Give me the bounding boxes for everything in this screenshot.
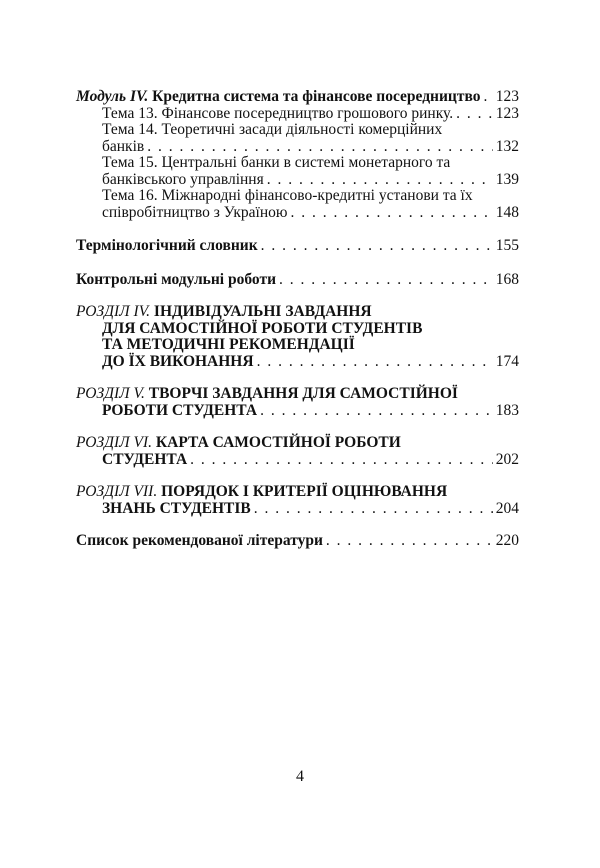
toc-entry-glossary[interactable] [76, 238, 519, 255]
toc-entry-modul-4[interactable] [76, 89, 519, 106]
section-5-title-line-2: РОБОТИ СТУДЕНТА [102, 401, 258, 419]
section-6-page: 202 [495, 450, 519, 468]
toc-entry-tema-13[interactable] [76, 106, 519, 123]
modul-prefix: Модуль IV. [76, 88, 149, 105]
tema-16-title-cont: співробітництво з Україною [102, 203, 288, 221]
leader-dots [257, 354, 493, 371]
toc-entry-tema-14[interactable] [76, 122, 519, 155]
tema-14-page: 132 [495, 137, 519, 155]
section-7-page: 204 [495, 499, 519, 517]
table-of-contents [76, 89, 519, 550]
section-4-title: ІНДИВІДУАЛЬНІ ЗАВДАННЯ [153, 303, 372, 320]
page-number: 4 [296, 768, 304, 785]
toc-entry-section-7[interactable] [76, 484, 519, 517]
leader-dots [261, 238, 493, 255]
leader-dots [456, 106, 493, 123]
toc-entry-control-works[interactable] [76, 272, 519, 289]
section-6-title: КАРТА САМОСТІЙНОЇ РОБОТИ [155, 434, 401, 451]
leader-dots [267, 172, 493, 189]
leader-dots [260, 403, 493, 420]
tema-15-title-cont: банківського управління [102, 170, 264, 188]
section-5-title: ТВОРЧІ ЗАВДАННЯ ДЛЯ САМОСТІЙНОЇ [148, 385, 458, 402]
toc-entry-tema-16[interactable] [76, 188, 519, 221]
section-5-page: 183 [495, 401, 519, 419]
leader-dots [147, 139, 493, 156]
toc-entry-literature[interactable] [76, 533, 519, 550]
section-5-prefix: РОЗДІЛ V. [76, 385, 145, 402]
section-4-title-line-4: ДО ЇХ ВИКОНАННЯ [102, 352, 254, 370]
section-4-prefix: РОЗДІЛ IV. [76, 303, 151, 320]
literature-title: Список рекомендованої літератури [76, 532, 323, 549]
section-6-title-line-2: СТУДЕНТА [102, 450, 188, 468]
tema-14-title-cont: банків [102, 137, 145, 155]
glossary-title: Термінологічний словник [76, 237, 258, 254]
tema-13-page: 123 [495, 104, 519, 122]
leader-dots [483, 89, 492, 106]
section-4-title-line-3: ТА МЕТОДИЧНІ РЕКОМЕНДАЦІЇ [102, 336, 355, 353]
tema-13-title: Тема 13. Фінансове посередництво грошового ринку. [102, 104, 454, 122]
glossary-page: 155 [495, 237, 519, 254]
section-7-title: ПОРЯДОК І КРИТЕРІЇ ОЦІНЮВАННЯ [161, 483, 448, 500]
section-6-prefix: РОЗДІЛ VI. [76, 434, 153, 451]
section-7-title-line-2: ЗНАНЬ СТУДЕНТІВ [102, 499, 251, 517]
tema-16-title: Тема 16. Міжнародні фінансово-кредитні установи та їх [102, 187, 473, 204]
section-7-prefix: РОЗДІЛ VII. [76, 483, 158, 500]
toc-entry-section-6[interactable] [76, 435, 519, 468]
section-4-title-line-2: ДЛЯ САМОСТІЙНОЇ РОБОТИ СТУДЕНТІВ [102, 319, 423, 337]
modul-title: Кредитна система та фінансове посередництво [148, 88, 481, 105]
section-4-page: 174 [495, 352, 519, 370]
leader-dots [190, 452, 493, 469]
tema-15-page: 139 [495, 170, 519, 188]
control-works-page: 168 [495, 270, 519, 288]
toc-entry-tema-15[interactable] [76, 155, 519, 188]
modul-page: 123 [495, 88, 519, 105]
toc-entry-section-5[interactable] [76, 386, 519, 419]
control-works-title: Контрольні модульні роботи [76, 270, 276, 288]
leader-dots [254, 501, 493, 518]
tema-16-page: 148 [495, 203, 519, 221]
tema-14-title: Тема 14. Теоретичні засади діяльності комерційних [102, 121, 443, 138]
literature-page: 220 [495, 532, 519, 549]
leader-dots [279, 272, 493, 289]
toc-entry-section-4[interactable] [76, 304, 519, 370]
tema-15-title: Тема 15. Центральні банки в системі монетарного та [102, 154, 451, 171]
leader-dots [290, 205, 492, 222]
leader-dots [326, 533, 493, 550]
